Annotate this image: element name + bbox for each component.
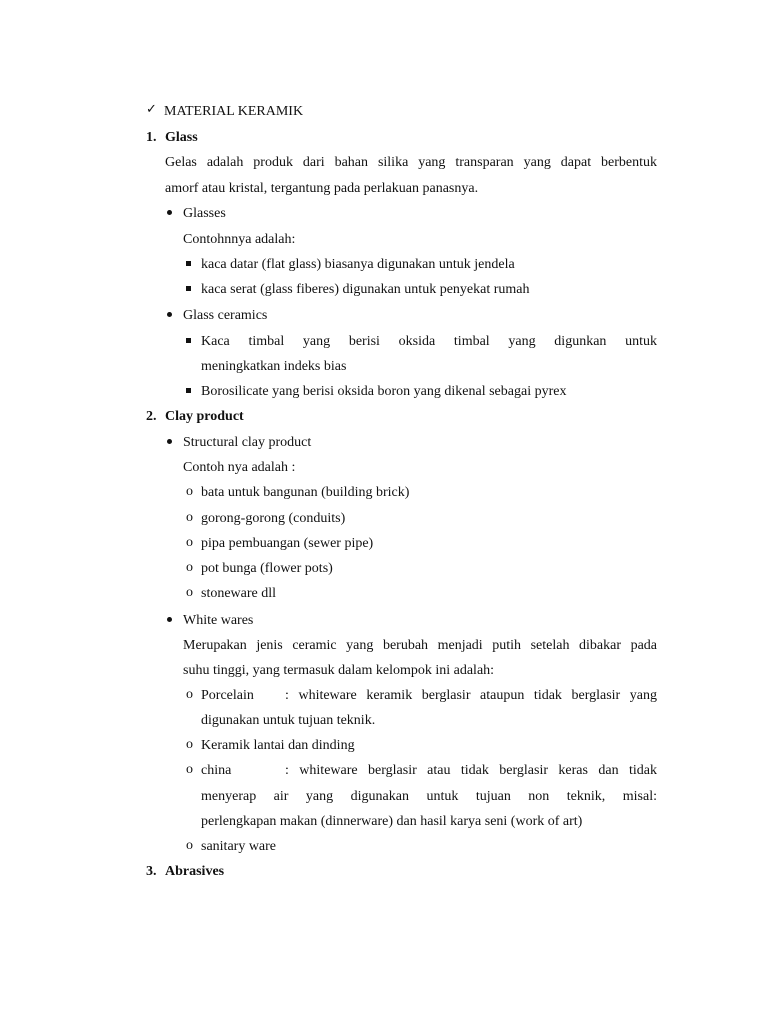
bullet-icon <box>167 312 172 317</box>
glass-ceramics-item-1-line1: Kaca timbal yang berisi oksida timbal yang digunkan untuk <box>201 334 657 349</box>
glass-ceramics-item-1-line2: meningkatkan indeks bias <box>201 359 347 374</box>
china-desc-line1: : whiteware berglasir atau tidak berglasir keras dan tidak <box>285 763 657 778</box>
structural-clay-label: Structural clay product <box>183 435 312 450</box>
circle-bullet-icon: o <box>186 560 193 575</box>
porcelain-term: Porcelain <box>201 688 254 703</box>
white-wares-desc-line2: suhu tinggi, yang termasuk dalam kelompok ini adalah: <box>183 663 495 678</box>
china-desc-line2: menyerap air yang digunakan untuk tujuan non teknik, misal: <box>201 789 657 804</box>
circle-bullet-icon: o <box>186 737 193 752</box>
circle-bullet-icon: o <box>186 535 193 550</box>
bullet-icon <box>167 210 172 215</box>
circle-bullet-icon: o <box>186 510 193 525</box>
square-bullet-icon <box>186 338 191 343</box>
square-bullet-icon <box>186 388 191 393</box>
square-bullet-icon <box>186 261 191 266</box>
bullet-icon <box>167 617 172 622</box>
structural-item-3: pipa pembuangan (sewer pipe) <box>201 536 374 551</box>
section-1-desc-line2: amorf atau kristal, tergantung pada perlakuan panasnya. <box>165 181 479 196</box>
glasses-label: Glasses <box>183 206 226 221</box>
porcelain-desc-line1: : whiteware keramik berglasir ataupun tidak berglasir yang <box>285 688 657 703</box>
glasses-item-1: kaca datar (flat glass) biasanya digunakan untuk jendela <box>201 257 515 272</box>
circle-bullet-icon: o <box>186 585 193 600</box>
square-bullet-icon <box>186 286 191 291</box>
page-heading: MATERIAL KERAMIK <box>164 104 304 119</box>
white-wares-label: White wares <box>183 613 254 628</box>
china-desc-line3: perlengkapan makan (dinnerware) dan hasil karya seni (work of art) <box>201 814 583 829</box>
keramik-lantai-item: Keramik lantai dan dinding <box>201 738 355 753</box>
circle-bullet-icon: o <box>186 484 193 499</box>
section-1-title: Glass <box>165 130 198 145</box>
structural-item-5: stoneware dll <box>201 586 277 601</box>
section-3-title: Abrasives <box>165 864 225 879</box>
circle-bullet-icon: o <box>186 838 193 853</box>
check-icon: ✓ <box>146 102 157 117</box>
bullet-icon <box>167 439 172 444</box>
circle-bullet-icon: o <box>186 687 193 702</box>
section-1-desc-line1: Gelas adalah produk dari bahan silika yang transparan yang dapat berbentuk <box>165 155 657 170</box>
section-3-number: 3. <box>146 864 157 879</box>
glass-ceramics-label: Glass ceramics <box>183 308 268 323</box>
structural-item-2: gorong-gorong (conduits) <box>201 511 346 526</box>
glasses-item-2: kaca serat (glass fiberes) digunakan untuk penyekat rumah <box>201 282 530 297</box>
white-wares-desc-line1: Merupakan jenis ceramic yang berubah menjadi putih setelah dibakar pada <box>183 638 657 653</box>
section-1-number: 1. <box>146 130 157 145</box>
structural-item-4: pot bunga (flower pots) <box>201 561 333 576</box>
porcelain-desc-line2: digunakan untuk tujuan teknik. <box>201 713 376 728</box>
circle-bullet-icon: o <box>186 762 193 777</box>
glass-ceramics-item-2: Borosilicate yang berisi oksida boron yang dikenal sebagai pyrex <box>201 384 567 399</box>
china-term: china <box>201 763 232 778</box>
sanitary-ware-item: sanitary ware <box>201 839 277 854</box>
structural-item-1: bata untuk bangunan (building brick) <box>201 485 410 500</box>
section-2-number: 2. <box>146 409 157 424</box>
structural-clay-intro: Contoh nya adalah : <box>183 460 296 475</box>
glasses-intro: Contohnnya adalah: <box>183 232 296 247</box>
section-2-title: Clay product <box>165 409 244 424</box>
